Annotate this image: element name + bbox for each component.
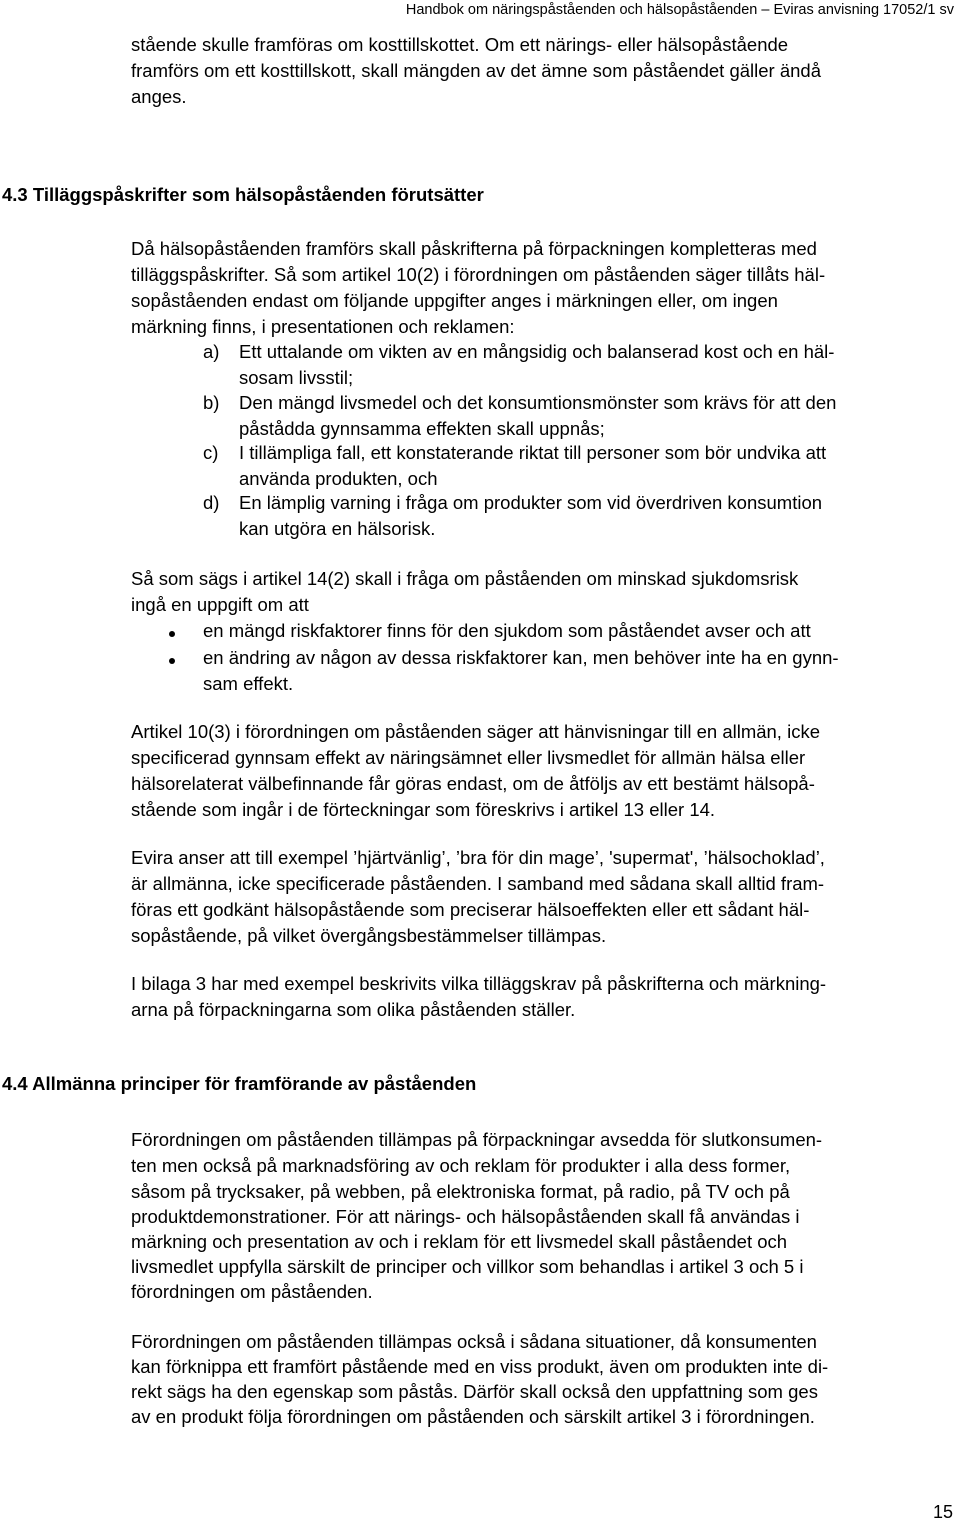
text-line: stående skulle framföras om kosttillskottet. Om ett närings- eller hälsopåstående <box>131 34 789 55</box>
text-line: livsmedlet uppfylla särskilt de principer och villkor som behandlas i artikel 3 och 5 i <box>131 1256 804 1277</box>
text-line: sosam livsstil; <box>239 367 354 388</box>
text-line: Ett uttalande om vikten av en mångsidig och balanserad kost och en häl- <box>239 341 835 362</box>
text-line: Förordningen om påståenden tillämpas på förpackningar avsedda för slutkonsumen- <box>131 1129 823 1150</box>
text-line: tilläggspåskrifter. Så som artikel 10(2) i förordningen om påståenden säger tillåts häl- <box>131 264 826 285</box>
text-line: produktdemonstrationer. För att närings- och hälsopåståenden skall få användas i <box>131 1206 800 1227</box>
text-line: arna på förpackningarna som olika påståenden ställer. <box>131 999 576 1020</box>
text-line: sam effekt. <box>203 673 294 694</box>
text-line: Den mängd livsmedel och det konsumtionsmönster som krävs för att den <box>239 392 837 413</box>
text-line: av en produkt följa förordningen om påståenden och särskilt artikel 3 i förordningen. <box>131 1406 815 1427</box>
text-line: sopåstående, på vilket övergångsbestämmelser tillämpas. <box>131 925 607 946</box>
text-line: påstådda gynnsamma effekten skall uppnås; <box>239 418 605 439</box>
bullet-icon <box>169 631 175 637</box>
text-line: Då hälsopåståenden framförs skall påskrifterna på förpackningen kompletteras med <box>131 238 817 259</box>
text-line: en mängd riskfaktorer finns för den sjukdom som påståendet avser och att <box>203 620 811 641</box>
text-line: såsom på trycksaker, på webben, på elektroniska format, på radio, på TV och på <box>131 1181 790 1202</box>
text-line: en ändring av någon av dessa riskfaktorer kan, men behöver inte ha en gynn- <box>203 647 839 668</box>
section-heading: 4.4 Allmänna principer för framförande av påståenden <box>2 1073 477 1094</box>
text-line: använda produkten, och <box>239 468 438 489</box>
text-line: kan förknippa ett framfört påstående med en viss produkt, även om produkten inte di- <box>131 1356 829 1377</box>
bullet-icon <box>169 658 175 664</box>
text-line: b) <box>203 392 220 413</box>
running-header: Handbok om näringspåståenden och hälsopåståenden – Eviras anvisning 17052/1 sv <box>405 2 954 18</box>
text-line: Evira anser att till exempel ’hjärtvänlig’, ’bra för din mage’, 'supermat', ’hälsochoklad’, <box>131 847 825 868</box>
text-line: d) <box>203 492 220 513</box>
text-line: stående som ingår i de förteckningar som föreskrivs i artikel 13 eller 14. <box>131 799 716 820</box>
text-line: kan utgöra en hälsorisk. <box>239 518 436 539</box>
text-line: I tillämpliga fall, ett konstaterande riktat till personer som bör undvika att <box>239 442 827 463</box>
text-line: En lämplig varning i fråga om produkter som vid överdriven konsumtion <box>239 492 823 513</box>
text-line: c) <box>203 442 219 463</box>
text-line: anges. <box>131 86 187 107</box>
text-line: sopåståenden endast om följande uppgifter anges i märkningen eller, om ingen <box>131 290 778 311</box>
text-line: framförs om ett kosttillskott, skall mängden av det ämne som påståendet gäller ändå <box>131 60 821 81</box>
text-line: märkning finns, i presentationen och reklamen: <box>131 316 515 337</box>
text-line: är allmänna, icke specificerade påståenden. I samband med sådana skall alltid fram- <box>131 873 825 894</box>
text-line: föras ett godkänt hälsopåstående som preciserar hälsoeffekten eller ett sådant häl- <box>131 899 810 920</box>
text-line: specificerad gynnsam effekt av näringsämnet eller livsmedlet för allmän hälsa eller <box>131 747 806 768</box>
text-line: ingå en uppgift om att <box>131 594 309 615</box>
text-line: Så som sägs i artikel 14(2) skall i fråga om påståenden om minskad sjukdomsrisk <box>131 568 799 589</box>
text-line: I bilaga 3 har med exempel beskrivits vilka tilläggskrav på påskrifterna och märkning- <box>131 973 827 994</box>
text-line: Förordningen om påståenden tillämpas också i sådana situationer, då konsumenten <box>131 1331 817 1352</box>
text-line: hälsorelaterat välbefinnande får göras endast, om de åtföljs av ett bestämt hälsopå- <box>131 773 815 794</box>
text-line: Artikel 10(3) i förordningen om påståenden säger att hänvisningar till en allmän, icke <box>131 721 820 742</box>
text-line: märkning och presentation av och i reklam för ett livsmedel skall påståendet och <box>131 1231 788 1252</box>
text-line: förordningen om påståenden. <box>131 1281 373 1302</box>
page-number: 15 <box>933 1502 954 1522</box>
text-line: rekt sägs ha den egenskap som påstås. Därför skall också den uppfattning som ges <box>131 1381 818 1402</box>
text-line: ten men också på marknadsföring av och reklam för produkter i alla dess former, <box>131 1155 791 1176</box>
section-heading: 4.3 Tilläggspåskrifter som hälsopåståenden förutsätter <box>2 184 484 205</box>
text-line: a) <box>203 341 220 362</box>
